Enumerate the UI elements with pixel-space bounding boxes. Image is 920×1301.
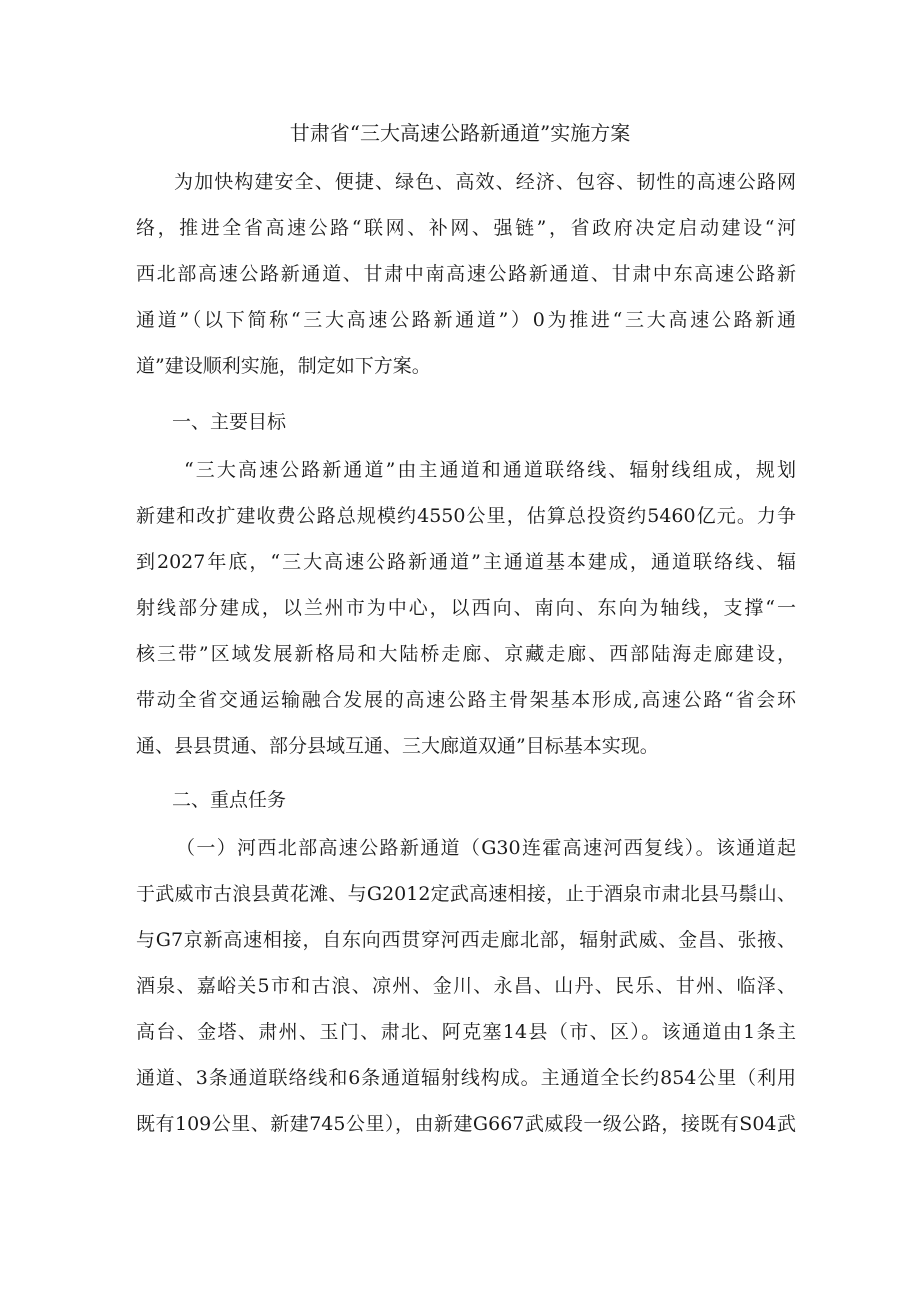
paragraph-line: 新建和改扩建收费公路总规模约4550公里，估算总投资约5460亿元。力争 <box>136 505 796 527</box>
tasks-paragraph <box>136 825 796 1147</box>
goals-paragraph <box>136 447 796 769</box>
paragraph-line: 络，推进全省高速公路“联网、补网、强链”，省政府决定启动建设“河 <box>136 217 796 239</box>
paragraph-line: （一）河西北部高速公路新通道（G30连霍高速河西复线）。该通道起 <box>176 837 796 859</box>
paragraph-line: “三大高速公路新通道”由主通道和通道联络线、辐射线组成，规划 <box>184 459 796 481</box>
paragraph-line: 射线部分建成，以兰州市为中心，以西向、南向、东向为轴线，支撑“一 <box>136 597 796 619</box>
paragraph-line: 道”建设顺利实施，制定如下方案。 <box>136 355 431 377</box>
paragraph-line: 既有109公里、新建745公里），由新建G667武威段一级公路，接既有S04武 <box>136 1113 796 1135</box>
document-title: 甘肃省“三大高速公路新通道”实施方案 <box>289 121 631 145</box>
paragraph-line: 酒泉、嘉峪关5市和古浪、凉州、金川、永昌、山丹、民乐、甘州、临泽、 <box>136 975 796 997</box>
section-heading-tasks: 二、重点任务 <box>172 789 287 811</box>
paragraph-line: 通道、3条通道联络线和6条通道辐射线构成。主通道全长约854公里（利用 <box>136 1067 796 1089</box>
paragraph-line: 与G7京新高速相接，自东向西贯穿河西走廊北部，辐射武威、金昌、张掖、 <box>136 929 796 951</box>
paragraph-line: 到2027年底，“三大高速公路新通道”主通道基本建成，通道联络线、辐 <box>136 551 796 573</box>
section-heading-goals: 一、主要目标 <box>172 411 287 433</box>
paragraph-line: 通道”（以下简称“三大高速公路新通道”）0为推进“三大高速公路新通 <box>136 309 796 331</box>
paragraph-line: 高台、金塔、肃州、玉门、肃北、阿克塞14县（市、区）。该通道由1条主 <box>136 1021 796 1043</box>
paragraph-line: 为加快构建安全、便捷、绿色、高效、经济、包容、韧性的高速公路网 <box>174 171 796 193</box>
paragraph-line: 于武威市古浪县黄花滩、与G2012定武高速相接，止于酒泉市肃北县马鬃山、 <box>136 883 796 905</box>
paragraph-line: 核三带”区域发展新格局和大陆桥走廊、京藏走廊、西部陆海走廊建设， <box>136 643 796 665</box>
intro-paragraph <box>136 159 796 389</box>
paragraph-line: 通、县县贯通、部分县域互通、三大廊道双通”目标基本实现。 <box>136 735 659 757</box>
paragraph-line: 带动全省交通运输融合发展的高速公路主骨架基本形成,高速公路“省会环 <box>136 689 796 711</box>
paragraph-line: 西北部高速公路新通道、甘肃中南高速公路新通道、甘肃中东高速公路新 <box>136 263 796 285</box>
